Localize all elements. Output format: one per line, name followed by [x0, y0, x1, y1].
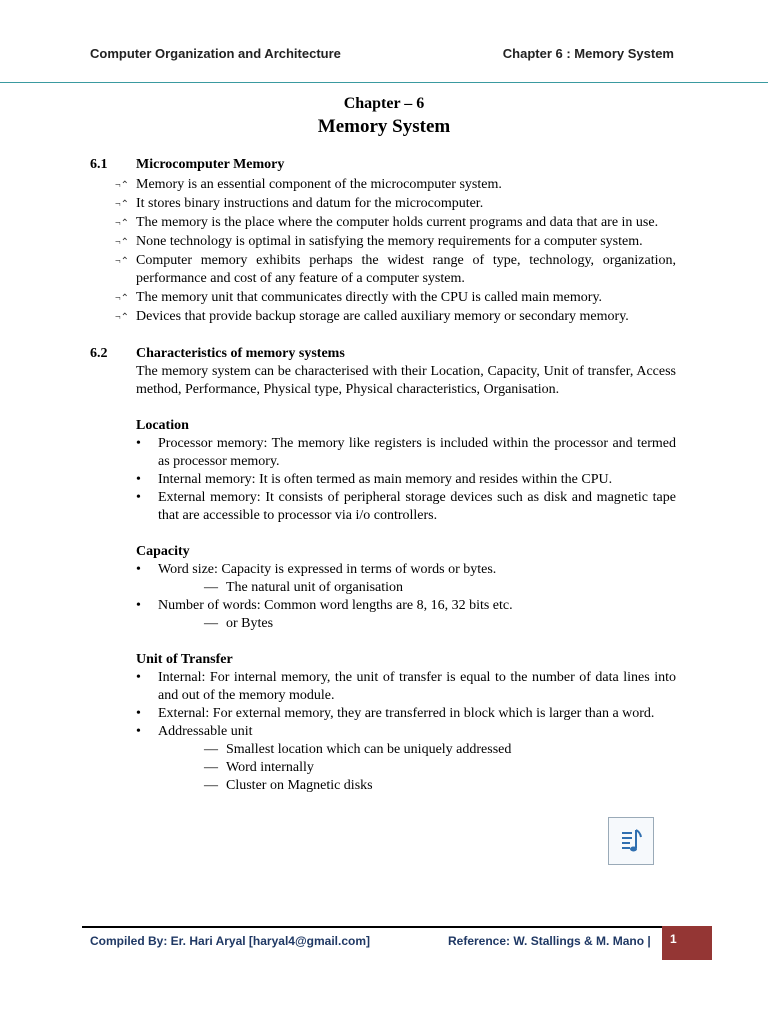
list-item: ¬⌃ Devices that provide backup storage are called auxiliary memory or secondary memory.	[90, 308, 676, 326]
arrow-bullet-icon: ¬⌃	[115, 256, 130, 267]
sub-list	[158, 579, 676, 597]
sub-list-item: — Word internally	[158, 759, 676, 777]
arrow-bullet-icon: ¬⌃	[115, 199, 130, 210]
media-object[interactable]	[608, 817, 654, 865]
sub-list-item: — or Bytes	[158, 615, 676, 633]
arrow-bullet-icon: ¬⌃	[115, 218, 130, 229]
section-number: 6.2	[90, 346, 108, 361]
subheading-unit-of-transfer: Unit of Transfer	[136, 652, 233, 667]
document-body	[90, 156, 676, 795]
chapter-number: Chapter – 6	[343, 95, 425, 112]
list-item: ¬⌃ The memory is the place where the computer holds current programs and data that are in use.	[90, 214, 676, 232]
arrow-bullet-icon: ¬⌃	[115, 312, 130, 323]
page-number-badge: 1	[662, 926, 712, 960]
list-item: • External memory: It consists of peripheral storage devices such as disk and magnetic tape that are accessible to processor via i/o controllers.	[136, 489, 676, 525]
footer-author: Compiled By: Er. Hari Aryal [haryal4@gmail.com]	[90, 934, 371, 948]
section-title: Microcomputer Memory	[136, 157, 285, 172]
section-heading-6-2	[90, 345, 676, 363]
transfer-list	[136, 669, 676, 795]
header-chapter-title: Chapter 6 : Memory System	[502, 46, 674, 61]
list-item: ¬⌃ None technology is optimal in satisfying the memory requirements for a computer system.	[90, 233, 676, 251]
section-heading-6-1	[90, 156, 676, 174]
list-item: • Number of words: Common word lengths are 8, 16, 32 bits etc. — or Bytes	[136, 597, 676, 633]
section-number: 6.1	[90, 157, 108, 172]
list-item: • Addressable unit — Smallest location which can be uniquely addressed — Word internally — Cluster on Magnetic disks	[136, 723, 676, 795]
list-item: • External: For external memory, they are transferred in block which is larger than a word.	[136, 705, 676, 723]
location-list	[136, 435, 676, 525]
sub-list-item: — Cluster on Magnetic disks	[158, 777, 676, 795]
list-item: • Internal memory: It is often termed as main memory and resides within the CPU.	[136, 471, 676, 489]
page-header	[90, 46, 674, 61]
arrow-bullet-icon: ¬⌃	[115, 293, 130, 304]
list-item: ¬⌃ Memory is an essential component of the microcomputer system.	[90, 176, 676, 194]
footer-reference: Reference: W. Stallings & M. Mano |	[448, 934, 651, 948]
subheading-location: Location	[136, 418, 189, 433]
list-item: • Processor memory: The memory like registers is included within the processor and termed as processor memory.	[136, 435, 676, 471]
section-6-2-body	[90, 363, 676, 795]
sub-list	[158, 615, 676, 633]
section-title: Characteristics of memory systems	[136, 346, 345, 361]
sub-list-item: — The natural unit of organisation	[158, 579, 676, 597]
list-item: ¬⌃ It stores binary instructions and datum for the microcomputer.	[90, 195, 676, 213]
capacity-list	[136, 561, 676, 633]
chapter-title: Memory System	[317, 116, 451, 137]
footer-rule	[82, 926, 662, 928]
header-rule	[0, 82, 768, 83]
section-intro: The memory system can be characterised with their Location, Capacity, Unit of transfer, Access method, Performance, Physical type, Physical characteristics, Organisation.	[136, 364, 676, 397]
list-item: • Internal: For internal memory, the unit of transfer is equal to the number of data lines into and out of the memory module.	[136, 669, 676, 705]
sub-list	[158, 741, 676, 795]
arrow-bullet-icon: ¬⌃	[115, 180, 130, 191]
list-item: • Word size: Capacity is expressed in terms of words or bytes. — The natural unit of organisation	[136, 561, 676, 597]
list-item: ¬⌃ The memory unit that communicates directly with the CPU is called main memory.	[90, 289, 676, 307]
section-6-1-list	[90, 176, 676, 326]
music-note-icon	[609, 818, 653, 864]
subheading-capacity: Capacity	[136, 544, 190, 559]
arrow-bullet-icon: ¬⌃	[115, 237, 130, 248]
sub-list-item: — Smallest location which can be uniquely addressed	[158, 741, 676, 759]
header-course-title: Computer Organization and Architecture	[90, 46, 341, 61]
list-item: ¬⌃ Computer memory exhibits perhaps the widest range of type, technology, organization, performance and cost of any feature of a computer system.	[115, 253, 676, 286]
